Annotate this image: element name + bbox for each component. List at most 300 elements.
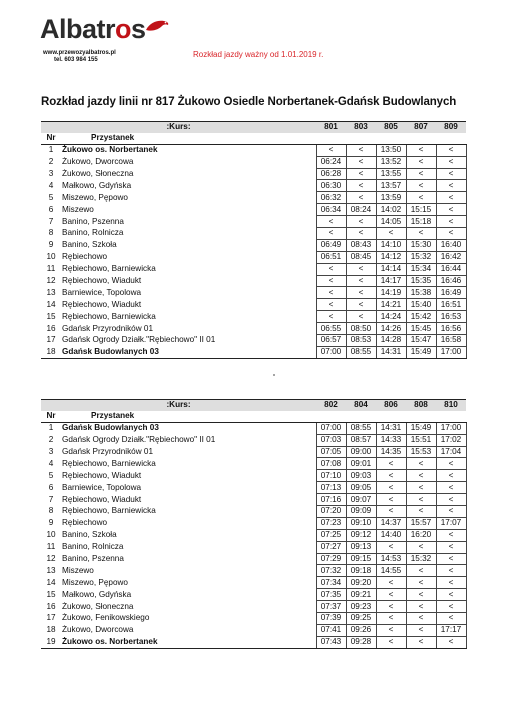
departure-time: 14:24 [376,311,406,323]
stop-number: 11 [46,264,56,274]
departure-time: 15:51 [406,434,436,446]
stop-header: Przystanek [61,411,316,422]
course-number: 810 [436,400,466,411]
departure-time: 09:23 [346,601,376,613]
departure-time: < [406,577,436,589]
stop-number: 1 [48,423,54,433]
stop-number: 17 [46,335,56,345]
page-title: Rozkład jazdy linii nr 817 Żukowo Osiedle Norbertanek-Gdańsk Budowlanych [41,96,457,108]
nr-header: Nr [41,133,61,144]
departure-time: 07:37 [316,601,346,613]
departure-time: < [406,156,436,168]
timetable-row [41,251,466,263]
departure-time: 08:53 [346,335,376,347]
departure-time: < [406,482,436,494]
stop-number: 15 [46,589,56,599]
departure-time: < [316,287,346,299]
stop-number: 4 [48,458,54,468]
departure-time: 08:55 [346,346,376,358]
departure-time: < [316,275,346,287]
departure-time: < [346,192,376,204]
timetable-row [41,458,466,470]
departure-time: 14:05 [376,216,406,228]
departure-time: 15:53 [406,446,436,458]
stop-number: 2 [48,435,54,445]
stop-number: 10 [46,530,56,540]
departure-time: 14:19 [376,287,406,299]
stop-name: Rębiechowo, Wiadukt [62,494,142,504]
departure-time: 07:00 [316,346,346,358]
departure-time: 15:35 [406,275,436,287]
departure-time: 16:56 [436,323,466,335]
departure-time: < [436,144,466,156]
departure-time: 09:07 [346,494,376,506]
departure-time: 07:35 [316,589,346,601]
stop-name: Gdańsk Ogrody Działk."Rębiechowo" II 01 [62,435,216,445]
departure-time: 16:46 [436,275,466,287]
departure-time: < [436,541,466,553]
departure-time: 17:02 [436,434,466,446]
departure-time: 14:33 [376,434,406,446]
departure-time: 14:14 [376,263,406,275]
departure-time: 14:28 [376,335,406,347]
departure-time: < [346,228,376,240]
departure-time: 09:25 [346,613,376,625]
timetable-row [41,446,466,458]
departure-time: < [376,482,406,494]
departure-time: < [376,541,406,553]
timetable-row [41,335,466,347]
departure-time: 06:51 [316,251,346,263]
stop-name: Rębiechowo [62,518,108,528]
departure-time: 15:34 [406,263,436,275]
departure-time: 07:29 [316,553,346,565]
timetable-row [41,180,466,192]
course-label: :Kurs: [41,400,316,411]
stop-name: Żukowo, Słoneczna [62,169,134,178]
logo-text: Albatros [40,14,146,44]
departure-time: < [436,156,466,168]
stop-name: Barniewice, Topolowa [62,287,142,297]
stop-header: Przystanek [61,133,316,144]
departure-time: 14:35 [376,446,406,458]
departure-time: 06:57 [316,335,346,347]
departure-time: < [316,263,346,275]
departure-time: 15:49 [406,346,436,358]
departure-time: 13:52 [376,156,406,168]
departure-time: < [436,180,466,192]
departure-time: 16:42 [436,251,466,263]
course-number: 809 [436,122,466,133]
departure-time: 17:00 [436,346,466,358]
timetable-row [41,311,466,323]
stop-number: 11 [46,542,56,552]
departure-time: < [406,192,436,204]
departure-time: 16:51 [436,299,466,311]
departure-time: 17:04 [436,446,466,458]
departure-time: 14:12 [376,251,406,263]
stop-number: 1 [48,145,54,155]
departure-time: 17:07 [436,517,466,529]
departure-time: 09:15 [346,553,376,565]
stop-number: 12 [46,276,56,286]
departure-time: 16:20 [406,529,436,541]
timetable-row [41,168,466,180]
departure-time: 06:24 [316,156,346,168]
departure-time: < [346,168,376,180]
departure-time: 08:24 [346,204,376,216]
stop-name: Miszewo, Pępowo [62,577,128,587]
departure-time: 14:21 [376,299,406,311]
departure-time: 09:26 [346,624,376,636]
timetable-return [41,399,467,649]
stop-number: 9 [48,518,54,528]
departure-time: < [406,168,436,180]
timetable-row [41,624,466,636]
stop-name: Żukowo, Fenikowskiego [62,613,150,623]
departure-time: < [316,228,346,240]
departure-time: < [406,180,436,192]
departure-time: < [406,541,436,553]
departure-time: < [346,216,376,228]
stop-number: 18 [46,625,56,635]
departure-time: 07:03 [316,434,346,446]
departure-time: < [436,577,466,589]
departure-time: 13:57 [376,180,406,192]
timetable-row [41,287,466,299]
departure-time: < [406,624,436,636]
stop-number: 14 [46,577,56,587]
course-number: 802 [316,400,346,411]
departure-time: < [346,156,376,168]
departure-time: 07:41 [316,624,346,636]
departure-time: 07:20 [316,506,346,518]
stop-name: Miszewo, Pępowo [62,192,128,202]
departure-time: 15:32 [406,553,436,565]
stop-name: Rębiechowo, Barniewicka [62,506,156,516]
stop-name: Banino, Rolnicza [62,542,124,552]
timetable-row [41,470,466,482]
departure-time: 08:55 [346,422,376,434]
departure-time: < [346,275,376,287]
departure-time: < [376,577,406,589]
departure-time: < [436,168,466,180]
departure-time: 07:16 [316,494,346,506]
departure-time: < [346,263,376,275]
departure-time: 17:17 [436,624,466,636]
departure-time: < [436,470,466,482]
departure-time: 08:43 [346,239,376,251]
timetable-row [41,565,466,577]
departure-time: < [436,589,466,601]
departure-time: 15:40 [406,299,436,311]
departure-time: 07:27 [316,541,346,553]
departure-time: 15:15 [406,204,436,216]
course-label: :Kurs: [41,122,316,133]
course-number: 808 [406,400,436,411]
stop-name: Rębiechowo, Wiadukt [62,470,142,480]
timetable-row [41,156,466,168]
timetable-row [41,506,466,518]
timetable-row [41,192,466,204]
stop-number: 14 [46,299,56,309]
timetable-row [41,529,466,541]
timetable-row [41,216,466,228]
timetable-row [41,482,466,494]
stop-name: Rębiechowo, Wiadukt [62,299,142,309]
stop-name: Małkowo, Gdyńska [62,180,132,190]
stop-number: 13 [46,565,56,575]
departure-time: 08:57 [346,434,376,446]
timetable-row [41,239,466,251]
departure-time: 06:55 [316,323,346,335]
stop-name: Żukowo, Dworcowa [62,625,134,635]
stop-number: 19 [41,636,61,648]
departure-time: < [436,216,466,228]
departure-time: < [376,506,406,518]
departure-time: 07:39 [316,613,346,625]
timetable-row [41,636,466,648]
stop-number: 5 [48,192,54,202]
departure-time: 15:45 [406,323,436,335]
departure-time: 09:13 [346,541,376,553]
stop-number: 12 [46,554,56,564]
departure-time: 14:55 [376,565,406,577]
stop-number: 6 [48,204,54,214]
departure-time: < [406,144,436,156]
timetable-row [41,346,466,358]
phone-text: tel. 603 984 155 [54,57,98,63]
departure-time: 09:10 [346,517,376,529]
stop-name: Żukowo, Słoneczna [62,601,134,611]
departure-time: < [406,601,436,613]
course-header-row [41,122,466,133]
departure-time: < [346,287,376,299]
stop-number: 3 [48,447,54,456]
albatross-bird-icon [144,16,170,38]
website-text: www.przewozyalbatros.pl [43,50,116,56]
timetable-row [41,553,466,565]
departure-time: 07:08 [316,458,346,470]
departure-time: < [436,529,466,541]
departure-time: 15:57 [406,517,436,529]
course-number: 803 [346,122,376,133]
departure-time: 13:59 [376,192,406,204]
timetable-row [41,589,466,601]
departure-time: < [436,553,466,565]
stop-name: Banino, Pszenna [62,216,124,226]
validity-note: Rozkład jazdy ważny od 1.01.2019 r. [193,50,324,59]
timetable-row [41,434,466,446]
departure-time: 15:38 [406,287,436,299]
departure-time: 15:42 [406,311,436,323]
departure-time: 16:44 [436,263,466,275]
departure-time: 16:58 [436,335,466,347]
stop-number: 16 [46,323,56,333]
timetable-row [41,517,466,529]
timetable-row [41,323,466,335]
timetable-row [41,577,466,589]
departure-time: < [406,228,436,240]
stop-name: Żukowo os. Norbertanek [62,145,158,155]
departure-time: 15:32 [406,251,436,263]
departure-time: 15:47 [406,335,436,347]
timetable-row [41,613,466,625]
departure-time: 07:32 [316,565,346,577]
departure-time: < [406,506,436,518]
stop-number: 2 [48,157,54,167]
stop-number: 4 [48,180,54,190]
departure-time: < [376,494,406,506]
stop-number: 8 [48,506,54,516]
stop-name: Gdańsk Budowlanych 03 [62,423,159,433]
departure-time: 09:28 [346,636,376,648]
departure-time: 06:30 [316,180,346,192]
departure-time: 09:18 [346,565,376,577]
departure-time: 07:10 [316,470,346,482]
departure-time: 06:34 [316,204,346,216]
timetable-body [41,144,466,358]
timetable-row [41,263,466,275]
departure-time: 06:28 [316,168,346,180]
departure-time: 06:49 [316,239,346,251]
stop-number: 9 [48,240,54,250]
departure-time: 14:31 [376,346,406,358]
departure-time: 15:18 [406,216,436,228]
stop-name: Rębiechowo [62,252,108,262]
stop-name: Miszewo [62,204,94,214]
departure-time: < [436,565,466,577]
course-number: 806 [376,400,406,411]
departure-time: < [346,299,376,311]
stop-number: 8 [48,228,54,238]
departure-time: 14:37 [376,517,406,529]
stop-name: Rębiechowo, Wiadukt [62,276,142,286]
timetable-row [41,228,466,240]
departure-time: 14:26 [376,323,406,335]
timetable-row [41,299,466,311]
stop-number: 6 [48,482,54,492]
departure-time: 09:00 [346,446,376,458]
departure-time: < [376,458,406,470]
stop-number: 5 [48,470,54,480]
departure-time: < [406,470,436,482]
stop-name: Małkowo, Gdyńska [62,589,132,599]
timetable-outbound [41,121,467,359]
stop-name: Gdańsk Ogrody Działk."Rębiechowo" II 01 [62,335,216,345]
departure-time: < [436,506,466,518]
stop-number: 7 [48,494,54,504]
column-header-row [41,411,466,422]
departure-time: < [436,192,466,204]
departure-time: < [406,589,436,601]
departure-time: < [436,204,466,216]
departure-time: < [436,613,466,625]
departure-time: 14:53 [376,553,406,565]
departure-time: < [406,458,436,470]
departure-time: 09:03 [346,470,376,482]
timetable-row [41,204,466,216]
departure-time: 13:55 [376,168,406,180]
stop-name: Barniewice, Topolowa [62,482,142,492]
stop-name: Żukowo os. Norbertanek [61,636,316,648]
departure-time: 15:49 [406,422,436,434]
departure-time: < [376,601,406,613]
course-header-row [41,400,466,411]
departure-time: 14:10 [376,239,406,251]
stop-name: Rębiechowo, Barniewicka [62,311,156,321]
stop-name: Banino, Pszenna [62,554,124,564]
departure-time: 09:01 [346,458,376,470]
departure-time: 06:32 [316,192,346,204]
stop-number: 3 [48,169,54,178]
departure-time: < [436,482,466,494]
departure-time: < [436,601,466,613]
timetable-row [41,541,466,553]
departure-time: < [376,613,406,625]
timetable-body [41,422,466,648]
stop-name: Banino, Szkoła [62,240,117,250]
stop-number: 13 [46,287,56,297]
departure-time: 17:00 [436,422,466,434]
departure-time: 09:21 [346,589,376,601]
stop-name: Żukowo, Dworcowa [62,157,134,167]
departure-time: 14:40 [376,529,406,541]
departure-time: 07:43 [316,636,346,648]
departure-time: < [376,228,406,240]
stop-name: Rębiechowo, Barniewicka [62,264,156,274]
nr-header: Nr [41,411,61,422]
departure-time: < [316,216,346,228]
albatros-logo [40,14,146,63]
departure-time: < [406,613,436,625]
departure-time: < [346,180,376,192]
scan-speck [273,374,275,376]
departure-time: 14:17 [376,275,406,287]
departure-time: < [316,299,346,311]
departure-time: 07:23 [316,517,346,529]
departure-time: < [406,565,436,577]
departure-time: 16:40 [436,239,466,251]
timetable-row [41,144,466,156]
departure-time: 09:20 [346,577,376,589]
departure-time: < [406,494,436,506]
departure-time: < [316,144,346,156]
departure-time: < [376,624,406,636]
departure-time: 14:31 [376,422,406,434]
departure-time: 08:50 [346,323,376,335]
departure-time: < [436,228,466,240]
departure-time: 09:05 [346,482,376,494]
departure-time: 07:00 [316,422,346,434]
departure-time: 07:34 [316,577,346,589]
stop-name: Banino, Rolnicza [62,228,124,238]
stop-name: Miszewo [62,565,94,575]
departure-time: < [346,311,376,323]
departure-time: < [436,636,466,648]
timetable-row [41,494,466,506]
course-number: 805 [376,122,406,133]
departure-time: < [436,494,466,506]
stop-name: Banino, Szkoła [62,530,117,540]
departure-time: < [436,458,466,470]
stop-name: Gdańsk Przyrodników 01 [62,447,154,456]
stop-name: Gdańsk Budowlanych 03 [61,346,316,358]
stop-number: 18 [41,346,61,358]
course-number: 807 [406,122,436,133]
timetable-row [41,422,466,434]
stop-number: 7 [48,216,54,226]
